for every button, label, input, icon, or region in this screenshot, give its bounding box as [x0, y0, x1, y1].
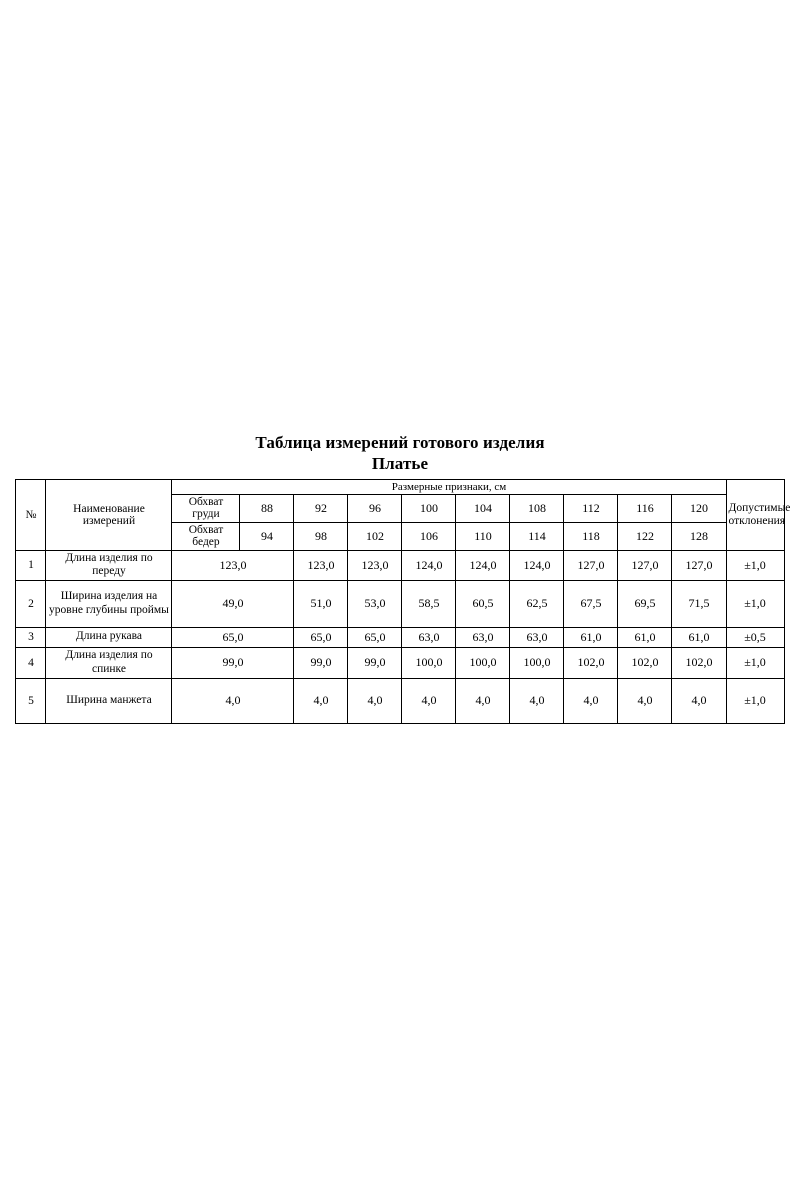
- row-value: 100,0: [510, 647, 564, 678]
- row-value: 65,0: [172, 627, 294, 647]
- row-value: 124,0: [402, 551, 456, 580]
- row-name: Длина изделия по переду: [46, 551, 172, 580]
- row-value: 123,0: [172, 551, 294, 580]
- row-value: 99,0: [348, 647, 402, 678]
- row-value: 63,0: [510, 627, 564, 647]
- row-number: 1: [16, 551, 46, 580]
- row-value: 58,5: [402, 580, 456, 627]
- row-value: 65,0: [294, 627, 348, 647]
- row-value: 4,0: [294, 678, 348, 723]
- chest-size-cell: 120: [672, 494, 726, 522]
- hip-size-cell: 110: [456, 522, 510, 550]
- hip-size-cell: 94: [240, 522, 294, 550]
- hip-size-cell: 102: [348, 522, 402, 550]
- row-tolerance: ±1,0: [726, 580, 784, 627]
- chest-size-cell: 104: [456, 494, 510, 522]
- row-name: Ширина изделия на уровне глубины проймы: [46, 580, 172, 627]
- row-value: 4,0: [348, 678, 402, 723]
- row-value: 99,0: [172, 647, 294, 678]
- header-chest-label: Обхват груди: [172, 494, 240, 522]
- row-value: 4,0: [510, 678, 564, 723]
- row-tolerance: ±1,0: [726, 551, 784, 580]
- table-row: [16, 627, 784, 647]
- row-value: 53,0: [348, 580, 402, 627]
- table-row: [16, 580, 784, 627]
- title-line-1: Таблица измерений готового изделия: [255, 433, 545, 452]
- hip-size-cell: 128: [672, 522, 726, 550]
- row-number: 5: [16, 678, 46, 723]
- table-row: [16, 678, 784, 723]
- row-name: Ширина манжета: [46, 678, 172, 723]
- measurements-table: [15, 479, 791, 724]
- row-value: 123,0: [294, 551, 348, 580]
- table-row: [16, 551, 784, 580]
- row-value: 4,0: [564, 678, 618, 723]
- chest-size-cell: 112: [564, 494, 618, 522]
- row-number: 2: [16, 580, 46, 627]
- chest-size-cell: 108: [510, 494, 564, 522]
- row-value: 67,5: [564, 580, 618, 627]
- row-value: 100,0: [402, 647, 456, 678]
- row-value: 127,0: [672, 551, 726, 580]
- row-value: 99,0: [294, 647, 348, 678]
- chest-size-cell: 96: [348, 494, 402, 522]
- hip-size-cell: 98: [294, 522, 348, 550]
- chest-size-cell: 116: [618, 494, 672, 522]
- row-value: 61,0: [672, 627, 726, 647]
- row-value: 127,0: [564, 551, 618, 580]
- chest-size-cell: 100: [402, 494, 456, 522]
- chest-size-cell: 88: [240, 494, 294, 522]
- row-value: 127,0: [618, 551, 672, 580]
- chest-size-cell: 92: [294, 494, 348, 522]
- row-value: 63,0: [456, 627, 510, 647]
- row-value: 71,5: [672, 580, 726, 627]
- row-tolerance: ±1,0: [726, 678, 784, 723]
- row-value: 4,0: [172, 678, 294, 723]
- row-value: 4,0: [456, 678, 510, 723]
- header-size-group: Размерные признаки, см: [172, 479, 726, 494]
- row-number: 3: [16, 627, 46, 647]
- row-value: 65,0: [348, 627, 402, 647]
- row-value: 124,0: [456, 551, 510, 580]
- header-hips-label: Обхват бедер: [172, 522, 240, 550]
- row-tolerance: ±1,0: [726, 647, 784, 678]
- document-title: [12, 432, 788, 475]
- row-value: 63,0: [402, 627, 456, 647]
- measurement-table-block: [12, 432, 791, 724]
- row-value: 69,5: [618, 580, 672, 627]
- header-tolerance: Допустимые отклонения: [726, 479, 784, 551]
- row-value: 61,0: [564, 627, 618, 647]
- row-tolerance: ±0,5: [726, 627, 784, 647]
- hip-size-cell: 122: [618, 522, 672, 550]
- hip-size-cell: 118: [564, 522, 618, 550]
- row-name: Длина изделия по спинке: [46, 647, 172, 678]
- row-value: 51,0: [294, 580, 348, 627]
- hip-size-cell: 106: [402, 522, 456, 550]
- row-value: 4,0: [402, 678, 456, 723]
- header-number: №: [16, 479, 46, 551]
- row-value: 4,0: [672, 678, 726, 723]
- row-value: 102,0: [618, 647, 672, 678]
- row-number: 4: [16, 647, 46, 678]
- row-value: 124,0: [510, 551, 564, 580]
- row-name: Длина рукава: [46, 627, 172, 647]
- row-value: 102,0: [564, 647, 618, 678]
- row-value: 49,0: [172, 580, 294, 627]
- row-value: 123,0: [348, 551, 402, 580]
- row-value: 60,5: [456, 580, 510, 627]
- title-line-2: Платье: [371, 454, 429, 474]
- row-value: 100,0: [456, 647, 510, 678]
- table-row: [16, 647, 784, 678]
- row-value: 61,0: [618, 627, 672, 647]
- header-name: Наименование измерений: [46, 479, 172, 551]
- row-value: 102,0: [672, 647, 726, 678]
- hip-size-cell: 114: [510, 522, 564, 550]
- row-value: 4,0: [618, 678, 672, 723]
- table-header-row-group: [16, 479, 784, 494]
- row-value: 62,5: [510, 580, 564, 627]
